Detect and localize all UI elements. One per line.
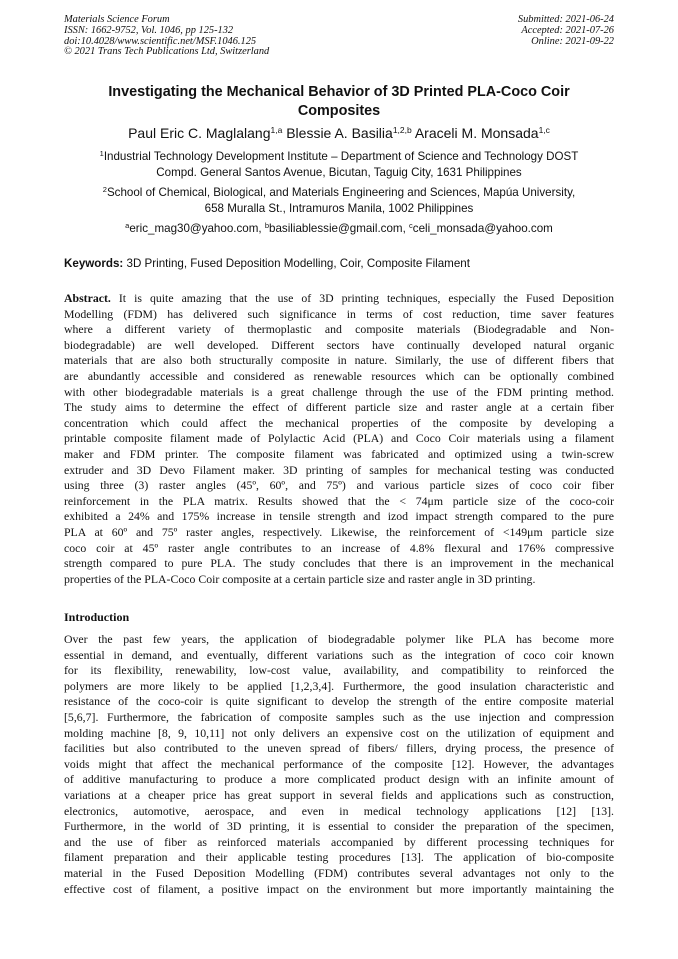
author-emails [64, 221, 614, 237]
abstract-line: extruder and 3D Devo Filament maker. 3D printing of samples for mechanical testing was conducted [64, 462, 614, 477]
body-line: effective cost of filament, a positive impact on the environment but more importantly maintaining the [64, 881, 614, 896]
body-line: for its flexibility, renewability, low-cost value, availability, and compatibility to reinforced the [64, 663, 614, 678]
body-line: Over the past few years, the application of biodegradable polymer like PLA has become more [64, 632, 614, 646]
abstract-line: where a different variety of thermoplastic and composite materials (Biodegradable and Non- [64, 322, 614, 337]
affiliation-line: Industrial Technology Development Institute – Department of Science and Technology DOST [103, 150, 579, 163]
abstract-line: printable composite filament made of Polylactic Acid (PLA) and Coco Coir materials using a filament [64, 431, 614, 446]
affiliation-line: 658 Muralla St., Intramuros Manila, 1002 Philippines [204, 201, 474, 215]
body-line: essential in demand, and eventually, different variations such as the integration of coco coir known [64, 647, 614, 662]
journal-name: Materials Science Forum [64, 14, 170, 25]
online-date: Online: 2021-09-22 [531, 35, 614, 47]
abstract-line: Abstract. It is quite amazing that the use of 3D printing techniques, especially the Fused Deposition [64, 291, 614, 305]
abstract-line: are abundantly accessible and considered as renewable resources which can be optionally combined [64, 368, 614, 383]
title-line: Investigating the Mechanical Behavior of 3D Printed PLA-Coco Coir [108, 84, 570, 100]
body-line: variations at a cheaper price has great support in several fields and applications such as construction, [64, 787, 614, 802]
journal-copyright: © 2021 Trans Tech Publications Ltd, Switzerland [64, 46, 270, 58]
body-line: facilities but also contributed to the uneven spread of fibers/ fillers, drying process, the presence of [64, 741, 614, 756]
publication-dates [384, 15, 614, 47]
email-address[interactable]: celi_monsada@yahoo.com [412, 222, 553, 235]
affiliation-2 [64, 185, 614, 216]
body-line: voids might that affect the mechanical performance of the composite [12]. However, the advantages [64, 756, 614, 771]
abstract-line: using three (3) raster angles (45º, 60º, and 75º) and various particle sizes of coco coir fiber [64, 478, 614, 493]
abstract-line: PLA at 60º and 75º raster angles, respectively. Likewise, the reinforcement of <149μm particle size [64, 524, 614, 539]
body-line: resistance of the coco-coir is quite significant to develop the strength of the entire composite material [64, 694, 614, 709]
author-affiliation-marker: 1,a [270, 125, 283, 135]
keywords [64, 256, 614, 271]
body-line: polymers are more likely to be applied [1,2,3,4]. Furthermore, the good insulation characteristic and [64, 678, 614, 693]
author-name: Araceli M. Monsada [414, 125, 539, 141]
abstract-line: properties of the PLA-Coco Coir composite at a certain particle size and raster angle in 3D printing. [64, 571, 536, 586]
body-line: filament preparation and their applicable testing procedures [13]. The application of bio-composite [64, 850, 614, 865]
abstract-line: materials that are also both structurally composite in nature. Similarly, the use of different fibers that [64, 353, 614, 368]
author-name: Paul Eric C. Maglalang [128, 125, 271, 141]
journal-doi: doi:10.4028/www.scientific.net/MSF.1046.125 [64, 35, 257, 47]
abstract-line: biodegradable) are well developed. Different sectors have continually developed natural organic [64, 337, 614, 352]
abstract-label: Abstract. [64, 291, 111, 305]
body-line: material in the Fused Deposition Modelling (FDM) contributes several advantages not only to the [64, 865, 614, 880]
keywords-text: 3D Printing, Fused Deposition Modelling, Coir, Composite Filament [123, 257, 470, 270]
abstract-line: exhibited a 24% and 175% increase in tensile strength and izod impact strength compared to the pure [64, 509, 614, 524]
abstract-line: strength compared to pure PLA. The study concludes that there is an improvement in the mechanical [64, 556, 614, 571]
introduction-body [64, 632, 614, 897]
abstract-line: with other biodegradable materials is a great challenge through the use of the FDM printing method. [64, 384, 614, 399]
journal-issn: ISSN: 1662-9752, Vol. 1046, pp 125-132 [64, 24, 234, 36]
abstract-line: coco coir at 45º raster angle contributes to an increase of 4.8% flexural and 176% compressive [64, 540, 614, 555]
section-heading: Introduction [64, 610, 130, 624]
abstract-line: The study aims to determine the effect of different particle size and raster angle at a certain fiber [64, 400, 614, 415]
email-marker: a [125, 221, 130, 230]
email-marker: b [264, 221, 270, 230]
affiliation-marker: 2 [102, 185, 107, 194]
author-affiliation-marker: 1,2,b [392, 125, 412, 135]
abstract-line: Modelling (FDM) has delivered such significance in terms of cost reduction, time saver features [64, 306, 614, 321]
abstract-line: reinforcement in the PLA matrix. Results showed that the < 74μm particle size of the coco-coir [64, 493, 614, 508]
body-line: of additive manufacturing to produce a more complicated product design with an infinite amount of [64, 772, 614, 787]
paper-title [64, 83, 614, 120]
email-address[interactable]: basiliablessie@gmail.com, [269, 222, 410, 235]
title-line: Composites [297, 102, 381, 119]
email-address[interactable]: eric_mag30@yahoo.com, [129, 222, 265, 235]
abstract [64, 291, 614, 587]
body-line: Furthermore, in the world of 3D printing, it is essential to consider the preparation of the specimen, [64, 819, 614, 834]
affiliation-line: School of Chemical, Biological, and Materials Engineering and Sciences, Mapúa University, [106, 186, 576, 199]
affiliation-line: Compd. General Santos Avenue, Bicutan, Taguig City, 1631 Philippines [156, 165, 522, 179]
body-line: electronics, automotive, aerospace, and even in medical technology applications [12] [13]. [64, 803, 614, 818]
abstract-line: maker and FDM printer. The composite filament was fabricated and optimized using a twin-screw [64, 446, 614, 461]
body-line: [5,6,7]. Furthermore, the fabrication of composite samples such as the use injection and compression [64, 709, 614, 724]
author-name: Blessie A. Basilia [286, 125, 393, 141]
body-line: molding machine [8, 9, 10,11] not only delivers an expensive cost on the utilization of equipment and [64, 725, 614, 740]
affiliation-1 [64, 149, 614, 180]
keywords-label: Keywords: [64, 257, 124, 270]
email-marker: c [409, 221, 413, 230]
journal-header [64, 15, 384, 58]
body-line: and the use of fiber as reinforced materials accompanied by different processing techniques for [64, 834, 614, 849]
abstract-line: concentration which could affect the mechanical properties of the composite by developing a [64, 415, 614, 430]
affiliation-marker: 1 [99, 149, 104, 158]
accepted-date: Accepted: 2021-07-26 [521, 24, 614, 36]
author-affiliation-marker: 1,c [538, 125, 550, 135]
author-list [64, 124, 614, 142]
submitted-date: Submitted: 2021-06-24 [517, 14, 614, 25]
